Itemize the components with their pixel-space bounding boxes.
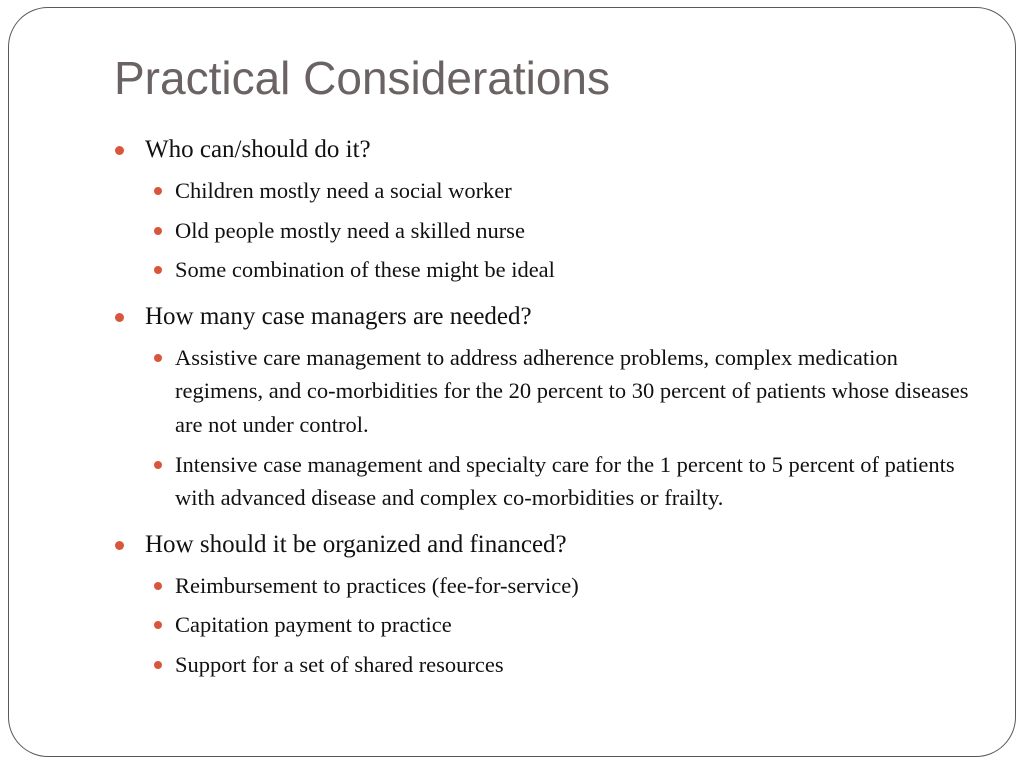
bullet-level2 bbox=[114, 341, 984, 442]
bullet-level2 bbox=[114, 608, 984, 642]
bullet-dot-icon bbox=[154, 266, 162, 274]
bullet-text: Children mostly need a social worker bbox=[175, 178, 512, 203]
bullet-level2 bbox=[114, 648, 984, 682]
bullet-dot-icon bbox=[154, 187, 162, 195]
bullet-dot-icon bbox=[115, 146, 124, 155]
bullet-dot-icon bbox=[154, 582, 162, 590]
bullet-dot-icon bbox=[154, 461, 162, 469]
bullet-text: Intensive case management and specialty care for the 1 percent to 5 percent of patients with advanced disease and complex co-morbidities or frailty. bbox=[175, 451, 955, 511]
bullet-dot-icon bbox=[154, 227, 162, 235]
bullet-level1 bbox=[114, 299, 984, 335]
bullet-dot-icon bbox=[154, 621, 162, 629]
bullet-level2 bbox=[114, 253, 984, 287]
bullet-text: Who can/should do it? bbox=[145, 136, 371, 163]
slide-content bbox=[114, 132, 984, 682]
bullet-level2 bbox=[114, 174, 984, 208]
bullet-dot-icon bbox=[154, 661, 162, 669]
bullet-text: How should it be organized and financed? bbox=[145, 530, 567, 558]
bullet-text: How many case managers are needed? bbox=[145, 302, 532, 330]
slide-title: Practical Considerations bbox=[114, 52, 611, 104]
bullet-level2 bbox=[114, 448, 984, 515]
bullet-level1 bbox=[114, 132, 984, 168]
bullet-dot-icon bbox=[115, 313, 124, 322]
bullet-text: Some combination of these might be ideal bbox=[175, 257, 555, 283]
bullet-text: Reimbursement to practices (fee-for-service) bbox=[175, 572, 579, 598]
bullet-level2 bbox=[114, 569, 984, 603]
bullet-level1 bbox=[114, 527, 984, 563]
bullet-level2 bbox=[114, 214, 984, 248]
bullet-text: Assistive care management to address adherence problems, complex medication regimens, and co-morbidities for the 20 percent to 30 percent of patients whose diseases are not under control. bbox=[175, 344, 969, 437]
bullet-text: Support for a set of shared resources bbox=[175, 651, 504, 677]
bullet-text: Capitation payment to practice bbox=[175, 612, 452, 638]
bullet-dot-icon bbox=[115, 541, 124, 550]
bullet-dot-icon bbox=[154, 354, 162, 362]
bullet-text: Old people mostly need a skilled nurse bbox=[175, 217, 525, 243]
